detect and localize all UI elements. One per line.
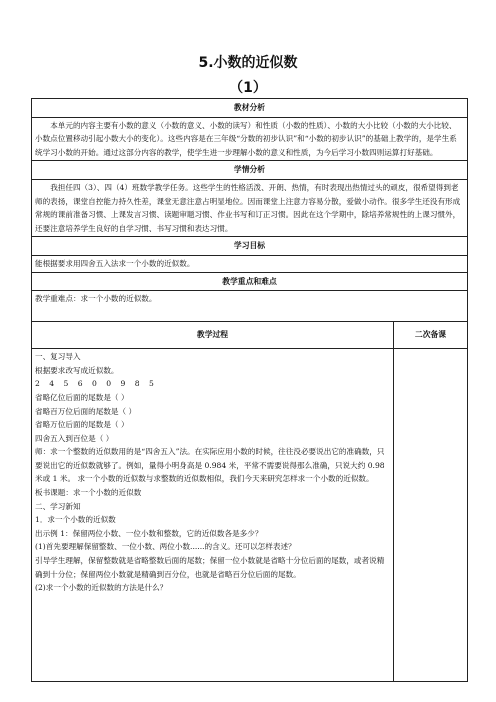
process-paragraph: 引导学生理解，保留整数就是省略整数后面的尾数；保留一位小数就是省略十分位后面的尾数，或者说精确到十分位；保留两位小数就是精确到百分位，也就是省略百分位后面的尾数。: [35, 556, 385, 579]
page-title: 5.小数的近似数: [198, 55, 298, 71]
process-line: 一、复习导入: [35, 352, 81, 362]
section-heading-objectives: 学习目标: [32, 237, 468, 256]
process-line: 根据要求改写成近似数。: [35, 365, 119, 375]
process-line-number: 2 4 5 6 0 0 9 8 5: [35, 379, 158, 389]
process-line: 四舍五入到百位是（ ）: [35, 433, 114, 443]
process-paragraph: 师：求一个整数的近似数用的是“四舍五入”法。在实际应用小数的时候，往往没必要说出它的准确数，只要说出它的近似数就够了。例如，量得小明身高是 0.984 米，平常不需要说得那么准确，只说大约 0.98 米或 1 米。 求一个小数的近似数与求整数的近似数相似，我们今天来研究怎样求一个小数的近似数。: [35, 447, 385, 484]
process-line: (1)首先要理解保留整数、一位小数、两位小数......的含义。还可以怎样表述？: [35, 542, 296, 552]
section-heading-process: 教学过程: [32, 322, 394, 349]
section-heading-key-points: 教学重点和难点: [32, 272, 468, 291]
lesson-plan-table: [31, 98, 468, 682]
key-points-body: 教学重难点：求一个小数的近似数。: [32, 291, 468, 322]
process-line: (2)求一个小数的近似数的方法是什么？: [35, 583, 168, 593]
process-line: 省略百万位后面的尾数是（ ）: [35, 406, 137, 416]
process-line: 出示例 1：保留两位小数、一位小数和整数，它的近似数各是多少？: [35, 528, 263, 538]
section-heading-student-analysis: 学情分析: [32, 161, 468, 180]
process-body: [32, 349, 394, 682]
second-prep-column: [394, 349, 468, 682]
process-line: 1．求一个小数的近似数: [35, 515, 116, 525]
process-line: 板书课题：求一个小数的近似数: [35, 488, 142, 498]
page-subtitle: （1）: [229, 80, 267, 96]
objectives-body: 能根据要求用四舍五入法求一个小数的近似数。: [32, 255, 468, 272]
process-line: 省略亿位后面的尾数是（ ）: [35, 392, 129, 402]
section-heading-second-prep: 二次备课: [394, 322, 468, 349]
process-line: 省略万位后面的尾数是（ ）: [35, 420, 129, 430]
student-analysis-body: 我担任四（3）、四（4）班数学教学任务。这些学生的性格活泼、开朗、热情，有时表现出热情过头的顽皮，很希望得到老师的表扬，课堂自控能力持久性差，课堂无意注意占明显地位。因而课堂上注意力容易分散，爱做小动作。很多学生还没有形成常规的课前准备习惯、上课发言习惯、读题审题习惯、作业书写和订正习惯。因此在这个学期中，除培养常规性的上课习惯外，还要注意培养学生良好的自学习惯、书写习惯和表达习惯。: [32, 179, 468, 236]
textbook-analysis-body: 本单元的内容主要有小数的意义（小数的意义、小数的读写）和性质（小数的性质）、小数的大小比较（小数的大小比较、小数点位置移动引起小数大小的变化）。这些内容是在三年级“分数的初步认识”和“小数的初步认识”的基础上教学的，是学生系统学习小数的开始。通过这部分内容的教学，使学生进一步理解小数的意义和性质，为今后学习小数四则运算打好基础。: [32, 117, 468, 161]
section-heading-textbook-analysis: 教材分析: [32, 99, 468, 118]
process-line: 二、学习新知: [35, 501, 81, 511]
